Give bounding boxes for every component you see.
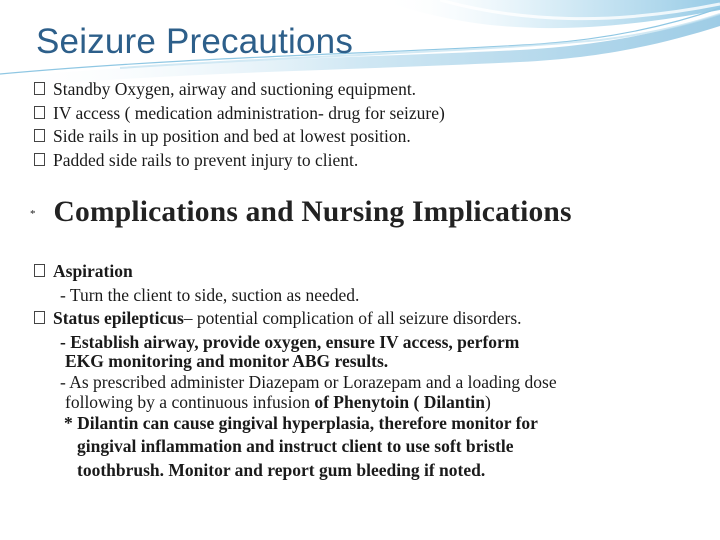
list-item: IV access ( medication administration- drug for seizure) (34, 102, 694, 126)
complications-list (34, 260, 704, 482)
bullet-box-icon (34, 82, 45, 95)
list-item: Padded side rails to prevent injury to client. (34, 149, 694, 173)
dilantin-note-line-1: * Dilantin can cause gingival hyperplasia, therefore monitor for (64, 412, 538, 433)
bullet-box-icon (34, 153, 45, 166)
list-item (34, 307, 704, 331)
bullet-box-icon (34, 106, 45, 119)
dilantin-note-line-2: gingival inflammation and instruct client to use soft bristle (77, 436, 514, 456)
status-rest: – potential complication of all seizure disorders. (183, 308, 522, 328)
list-item: Side rails in up position and bed at lowest position. (34, 125, 694, 149)
section-heading-row (30, 196, 572, 229)
bullet-box-icon (34, 311, 45, 324)
bullet-box-icon (34, 264, 45, 277)
list-item: Standby Oxygen, airway and suctioning equipment. (34, 78, 694, 102)
bullet-box-icon (34, 129, 45, 142)
status-label: Status epilepticus (53, 308, 184, 328)
prescribed-line-1: - As prescribed administer Diazepam or Lorazepam and a loading dose (60, 372, 557, 392)
dilantin-note-line-3: toothbrush. Monitor and report gum bleeding if noted. (77, 459, 486, 480)
section-heading: Complications and Nursing Implications (53, 196, 572, 228)
aspiration-label: Aspiration (53, 261, 133, 281)
prescribed-line-2: following by a continuous infusion of Phenytoin ( Dilantin) (65, 391, 491, 412)
establish-line-2: EKG monitoring and monitor ABG results. (65, 351, 389, 371)
aspiration-detail: - Turn the client to side, suction as needed. (60, 284, 360, 305)
heading-marker: * (30, 208, 36, 220)
slide-title: Seizure Precautions (36, 22, 354, 61)
list-item (34, 260, 704, 284)
establish-line-1: - Establish airway, provide oxygen, ensure IV access, perform (60, 331, 520, 352)
precautions-list (34, 78, 694, 172)
